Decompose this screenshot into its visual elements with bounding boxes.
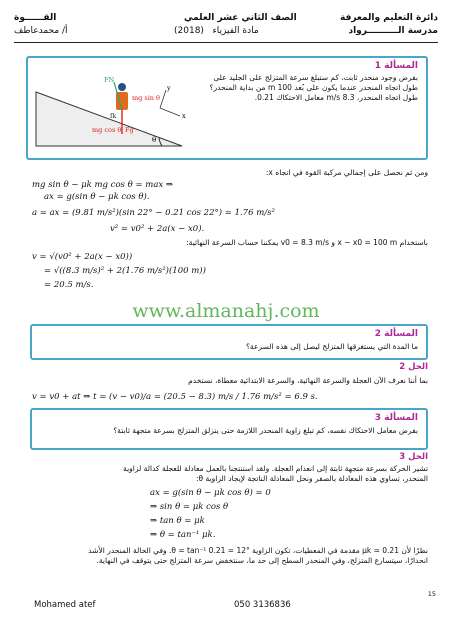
theta-label: θ [152,136,157,144]
mg-cos-label: mg cos θ [92,126,122,134]
footer-name: Mohamed atef [34,600,96,610]
solution-2-text: بما أننا نعرف الآن العجلة والسرعة النهائية، والسرعة الابتدائية معطاة، نستخدم [188,376,428,385]
solution-1-eq-2: ax = g(sin θ − μk cos θ). [44,192,150,202]
incline-ramp [36,92,182,146]
problem-3-title: المسألة 3 [374,413,418,423]
problem-3-text: بفرض معامل الاحتكاك نفسه، كم تبلغ زاوية المنحدر اللازمة حتى ينزلق المتزلج بسرعة متجهة ثابتة؟ [113,426,418,435]
solution-3-text-4: انحدارًا، سيتسارع المتزلج، وفي المنحدر السطح إلى حد ما، سنتخفض سرعة المتزلج حتى يتوقف في النهاية. [96,556,428,565]
solution-3-text-3: نظرًا لأن μk = 0.21 مقدمة في المعطيات، تكون الزاوية θ = tan⁻¹ 0.21 = 12°. وفي الحالة المنحدر الأشد [88,546,428,555]
fg-label: Fg [125,126,134,134]
header-divider [14,42,438,43]
directorate-label: دائرة التعليم والمعرفة [339,13,438,23]
x-axis-label: x [182,112,186,120]
mg-sin-label: mg sin θ [132,94,160,102]
solution-2-eq: v = v0 + at ⇒ t = (v − v0)/a = (20.5 − 8.3) m/s / 1.76 m/s² = 6.9 s. [32,392,318,402]
incline-figure [32,72,200,154]
problem-1-text: بفرض وجود منحدر ثابت، كم ستبلغ سرعة المتزلج على الجليد على طول اتجاه المنحدر عندما يكون على بُعد 100 m من بداية المنحدر؟ طول اتجاه المنحدر، 8.3 m/s معامل الاحتكاك 0.21. [209,73,418,102]
solution-3-eq-1: ax = g(sin θ − μk cos θ) = 0 [150,488,271,498]
skier-head [118,83,126,91]
problem-2-box [30,324,428,360]
y-axis-label: y [167,84,171,92]
subject-label [174,25,259,37]
problem-1-box [26,56,428,160]
solution-1-eq-1: mg sin θ − μk mg cos θ = max ⇒ [32,180,174,190]
teacher-label: أ/ محمدعاطف [14,26,68,36]
school-label: مدرسة الــــــــــرواد [348,26,438,36]
watermark: www.almanahj.com [132,300,320,322]
subject-name: مادة الفيزياء [212,26,259,36]
footer-phone: 050 3136836 [234,600,291,610]
solution-1-eq-4: v² = v0² + 2a(x − x0). [110,224,205,234]
problem-2-title: المسألة 2 [374,329,418,339]
x-axis [160,108,180,116]
solution-3-eq-3: ⇒ tan θ = μk [150,516,205,526]
solution-3-eq-2: ⇒ sin θ = μk cos θ [150,502,229,512]
solution-1-eq-5: v = √(v0² + 2a(x − x0)) [32,252,133,262]
solution-3-text-1: تشير الحركة بسرعة متجهة ثابتة إلى انعدام العجلة. ولقد استنتجنا بالعمل معادلة للعجلة كدالة لزاوية [123,464,428,473]
solution-3-text-2: المنحدر، تساوي هذه المعادلة بالصفر ونحل المعادلة الناتجة لإيجاد الزاوية θ: [196,474,428,483]
problem-3-box [30,408,428,450]
grade-label: الصف الثاني عشر العلمي [184,13,297,23]
problem-1-title: المسألة 1 [374,61,418,71]
page-number: 15 [427,590,436,598]
fn-label: FN [104,76,115,84]
solution-3-title: الحل 3 [399,452,428,462]
y-axis [160,90,166,108]
solution-1-eq-6: = √((8.3 m/s)² + 2(1.76 m/s²)(100 m)) [44,266,206,276]
year-label: (2018) [174,26,204,36]
logo-text: القــــــوة [14,13,57,23]
solution-2-title: الحل 2 [399,362,428,372]
fk-label: fk [110,112,117,120]
problem-2-text: ما المدة التي يستغرقها المتزلج ليصل إلى هذه السرعة؟ [245,342,418,351]
solution-3-eq-4: ⇒ θ = tan⁻¹ μk. [150,530,216,540]
solution-1-eq-3: a = ax = (9.81 m/s²)(sin 22° − 0.21 cos 22°) = 1.76 m/s² [32,208,275,218]
solution-1-intro: ومن ثم نحصل على إجمالي مركبة القوة في اتجاه x: [265,168,428,177]
solution-1-mid: باستخدام x − x0 = 100 m و v0 = 8.3 m/s يمكننا حساب السرعة النهائية: [186,238,428,247]
solution-1-eq-7: = 20.5 m/s. [44,280,94,290]
